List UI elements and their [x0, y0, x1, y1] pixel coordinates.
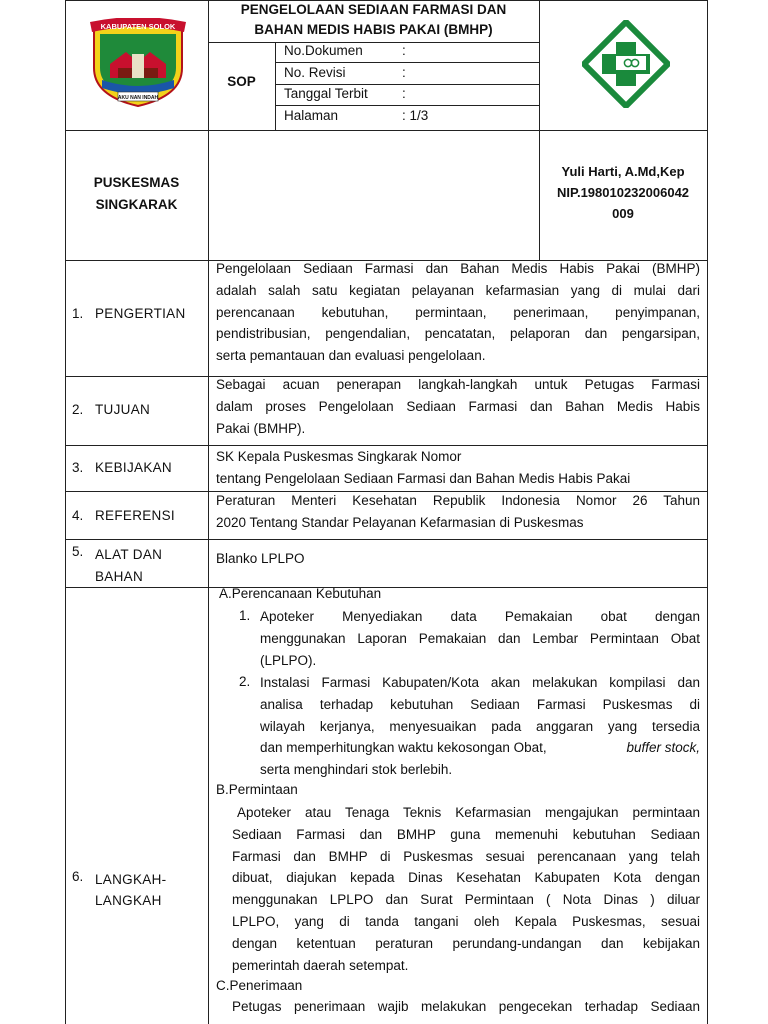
- meta-doc-number-value: :: [402, 43, 406, 58]
- a2-line-5: serta menghindari stok berlebih.: [260, 762, 453, 778]
- puskesmas-logo: [582, 20, 670, 108]
- section-number-referensi: 4.: [72, 508, 84, 523]
- langkah-a1-text: [260, 606, 700, 671]
- section-label-pengertian: PENGERTIAN: [95, 306, 186, 321]
- a2-line-3: wilayah kerjanya, menyesuaikan pada anggaran yang tersedia: [260, 718, 700, 734]
- pengertian-line-4: pendistribusian, pengendalian, pencatatan, pelaporan dan pengarsipan,: [216, 326, 700, 342]
- tujuan-line-1: Sebagai acuan penerapan langkah-langkah untuk Petugas Farmasi: [216, 377, 700, 392]
- meta-page-label: Halaman: [284, 108, 339, 123]
- pengertian-text: [216, 258, 700, 367]
- org-line-2: SINGKARAK: [95, 197, 178, 212]
- pengertian-line-2: adalah salah satu kegiatan pelayanan kefarmasian yang di mulai dari: [216, 282, 700, 298]
- signer-nip-line-2: 009: [612, 206, 634, 221]
- b-line-6: LPLPO, yang di tanda tangani oleh Kepala Puskesmas, sesuai: [232, 913, 700, 929]
- alat-text: Blanko LPLPO: [216, 551, 305, 566]
- referensi-line-1: Peraturan Menteri Kesehatan Republik Indonesia Nomor 26 Tahun: [216, 493, 700, 508]
- org-name: [65, 172, 208, 216]
- section-number-alat: 5.: [72, 544, 84, 559]
- regency-logo: [88, 18, 188, 108]
- meta-issue-date-label: Tanggal Terbit: [284, 86, 368, 101]
- langkah-a2-number: 2.: [239, 674, 251, 689]
- org-line-1: PUSKESMAS: [93, 175, 180, 190]
- pengertian-line-1: Pengelolaan Sediaan Farmasi dan Bahan Medis Habis Pakai (BMHP): [216, 261, 700, 276]
- section-label-kebijakan: KEBIJAKAN: [95, 460, 172, 475]
- alat-label-line-2: BAHAN: [95, 569, 144, 584]
- langkah-a1-number: 1.: [239, 608, 251, 623]
- b-line-7: dengan ketentuan peraturan perundang-undangan dan kebijakan: [232, 935, 700, 951]
- pengertian-line-3: perencanaan kebutuhan, permintaan, penerimaan, penyimpanan,: [216, 304, 700, 320]
- langkah-c-title: C.Penerimaan: [216, 978, 303, 993]
- pengertian-line-5: serta pemantauan dan evaluasi pengelolaan.: [216, 348, 486, 364]
- b-line-8: pemerintah daerah setempat.: [232, 957, 409, 973]
- a1-line-3: (LPLPO).: [260, 652, 317, 668]
- section-number-langkah: 6.: [72, 869, 84, 884]
- sop-label: SOP: [227, 74, 256, 89]
- langkah-b-title: B.Permintaan: [216, 782, 298, 797]
- section-label-alat: [95, 544, 162, 588]
- langkah-label-line-1: LANGKAH-: [95, 872, 167, 887]
- a2-line-4: [260, 737, 700, 759]
- title-line-2: BAHAN MEDIS HABIS PAKAI (BMHP): [254, 22, 493, 37]
- section-number-pengertian: 1.: [72, 306, 84, 321]
- document-title: [208, 0, 539, 40]
- signer-block: [539, 161, 707, 224]
- regency-logo-banner: KABUPATEN SOLOK: [100, 22, 176, 31]
- section-label-tujuan: TUJUAN: [95, 402, 151, 417]
- signer-name: Yuli Harti, A.Md,Kep: [561, 164, 685, 179]
- b-line-3: Farmasi dan BMHP di Puskesmas sesuai perencanaan yang telah: [232, 848, 700, 864]
- section-label-referensi: REFERENSI: [95, 508, 175, 523]
- b-line-5: menggunakan LPLPO dan Surat Permintaan ( Nota Dinas ) diluar: [232, 892, 700, 908]
- section-number-kebijakan: 3.: [72, 460, 84, 475]
- b-line-4: dibuat, diajukan kepada Dinas Kesehatan Kabupaten Kota dengan: [232, 870, 700, 886]
- b-line-1: Apoteker atau Tenaga Teknis Kefarmasian mengajukan permintaan: [237, 805, 700, 820]
- tujuan-line-3: Pakai (BMHP).: [216, 420, 306, 436]
- meta-revision-label: No. Revisi: [284, 65, 346, 80]
- a2-line-4-prefix: dan memperhitungkan waktu kekosongan Obat,: [260, 740, 547, 756]
- tujuan-text: [216, 374, 700, 439]
- signer-nip-line-1: NIP.198010232006042: [556, 185, 690, 200]
- kebijakan-text: [216, 446, 700, 490]
- a2-line-2: analisa terhadap kebutuhan Sediaan Farmasi Puskesmas di: [260, 696, 700, 712]
- meta-doc-number-label: No.Dokumen: [284, 43, 363, 58]
- meta-page-value: : 1/3: [402, 108, 429, 123]
- alat-label-line-1: ALAT DAN: [95, 547, 163, 562]
- title-line-1: PENGELOLAAN SEDIAAN FARMASI DAN: [240, 2, 507, 17]
- langkah-c-line-1: Petugas penerimaan wajib melakukan pengecekan terhadap Sediaan: [232, 999, 700, 1014]
- langkah-label-line-2: LANGKAH: [95, 893, 162, 908]
- section-number-tujuan: 2.: [72, 402, 84, 417]
- meta-issue-date-value: :: [402, 86, 406, 101]
- a2-line-4-italic: buffer stock,: [626, 740, 700, 756]
- b-line-2: Sediaan Farmasi dan BMHP guna memenuhi kebutuhan Sediaan: [232, 826, 700, 842]
- langkah-b-text: [232, 802, 700, 976]
- meta-revision-value: :: [402, 65, 406, 80]
- kebijakan-line-1: SK Kepala Puskesmas Singkarak Nomor: [216, 449, 462, 464]
- a1-line-1: Apoteker Menyediakan data Pemakaian obat dengan: [260, 609, 700, 624]
- langkah-a-title: A.Perencanaan Kebutuhan: [219, 586, 382, 601]
- tujuan-line-2: dalam proses Pengelolaan Sediaan Farmasi dan Bahan Medis Habis: [216, 398, 700, 414]
- section-label-langkah: [95, 869, 166, 911]
- regency-logo-motto: AKU NAN INDAH: [117, 95, 159, 101]
- referensi-line-2: 2020 Tentang Standar Pelayanan Kefarmasian di Puskesmas: [216, 514, 584, 530]
- kebijakan-line-2: tentang Pengelolaan Sediaan Farmasi dan Bahan Medis Habis Pakai: [216, 470, 631, 486]
- referensi-text: [216, 490, 700, 534]
- a2-line-1: Instalasi Farmasi Kabupaten/Kota akan melakukan kompilasi dan: [260, 675, 700, 690]
- a1-line-2: menggunakan Laporan Pemakaian dan Lembar Permintaan Obat: [260, 630, 700, 646]
- langkah-a2-text: [260, 672, 700, 781]
